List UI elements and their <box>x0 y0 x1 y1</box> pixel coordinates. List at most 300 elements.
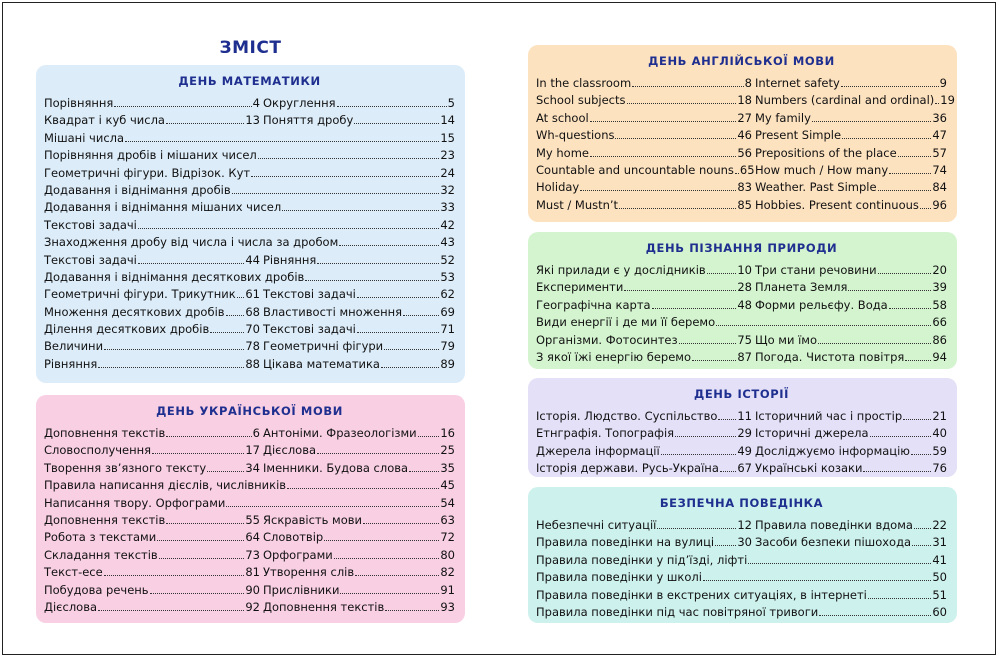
toc-entry[interactable] <box>755 197 947 214</box>
toc-entry-page: 59 <box>932 443 947 458</box>
toc-entry[interactable] <box>44 564 260 581</box>
toc-entry-page: 15 <box>440 130 455 145</box>
toc-entry[interactable] <box>263 95 455 112</box>
toc-entry-title: Поняття дробу <box>263 113 354 128</box>
toc-entry-page: 85 <box>737 197 752 212</box>
toc-entry-page: 39 <box>932 280 947 295</box>
toc-entry[interactable] <box>44 252 260 269</box>
toc-entry[interactable] <box>536 408 752 425</box>
toc-entry[interactable] <box>44 425 260 442</box>
toc-entry-page: 27 <box>737 110 752 125</box>
toc-entry-page: 13 <box>245 113 260 128</box>
toc-entry-page: 88 <box>245 356 260 371</box>
toc-row <box>44 165 455 182</box>
toc-entry[interactable] <box>263 304 455 321</box>
toc-entry-page: 4 <box>252 96 260 110</box>
toc-entry-title: At school <box>536 110 589 125</box>
toc-entry[interactable] <box>536 75 752 92</box>
toc-row <box>44 217 455 234</box>
toc-entry-title: Правила написання дієслів, числівників <box>44 478 287 493</box>
toc-entry-page: 90 <box>245 582 260 597</box>
toc-entry-title: How much / How many <box>755 162 889 177</box>
toc-entry[interactable] <box>536 145 752 162</box>
dot-leader <box>418 425 440 437</box>
toc-row <box>44 425 455 442</box>
toc-entry-page: 40 <box>932 426 947 441</box>
dot-leader <box>384 338 439 350</box>
toc-entry[interactable] <box>263 564 455 581</box>
toc-entry-page: 69 <box>440 304 455 319</box>
toc-entry[interactable] <box>44 217 455 234</box>
dot-leader <box>692 349 736 361</box>
dot-leader <box>718 408 736 420</box>
toc-entry-title: Текстові задачі <box>44 252 137 267</box>
toc-entry[interactable] <box>263 112 455 129</box>
toc-entry[interactable] <box>755 145 947 162</box>
dot-leader <box>632 75 744 87</box>
toc-row <box>44 477 455 494</box>
toc-entry-title: Історичні джерела <box>755 426 869 441</box>
toc-entry[interactable] <box>536 517 752 534</box>
dot-leader <box>878 262 932 274</box>
dot-leader <box>226 304 245 316</box>
dot-leader <box>210 321 244 333</box>
toc-entry[interactable] <box>536 92 752 109</box>
toc-entry-title: Геометричні фігури. Трикутник <box>44 287 236 302</box>
section-english <box>528 45 957 222</box>
toc-entry[interactable] <box>44 147 455 164</box>
dot-leader <box>652 297 737 309</box>
toc-entry-title: Ділення десяткових дробів <box>44 322 210 337</box>
toc-entry-page: 19 <box>940 93 955 108</box>
toc-entry-page: 5 <box>447 96 455 110</box>
dot-leader <box>258 147 440 159</box>
dot-leader <box>355 564 439 576</box>
toc-entry-page: 21 <box>932 409 947 423</box>
section-safety <box>528 487 957 623</box>
toc-entry[interactable] <box>44 269 455 286</box>
toc-entry[interactable] <box>536 314 947 331</box>
toc-entry[interactable] <box>44 442 260 459</box>
toc-entry[interactable] <box>536 349 752 366</box>
dot-leader <box>707 262 737 274</box>
toc-entry-page: 14 <box>440 113 455 128</box>
toc-entry[interactable] <box>263 512 455 529</box>
toc-entry-page: 12 <box>737 518 752 532</box>
toc-entry-title: Знаходження дробу від числа і числа за дробом <box>44 235 339 250</box>
toc-entry-title: Present Simple <box>755 128 842 143</box>
toc-entry-page: 73 <box>245 547 260 562</box>
dot-leader <box>679 332 737 344</box>
dot-leader <box>340 582 439 594</box>
dot-leader <box>166 512 244 524</box>
toc-row <box>536 587 947 604</box>
toc-entry-page: 17 <box>245 443 260 458</box>
toc-entry[interactable] <box>755 425 947 442</box>
toc-entry[interactable] <box>536 297 752 314</box>
toc-row <box>44 304 455 321</box>
dot-leader <box>104 338 244 350</box>
toc-entry[interactable] <box>44 599 260 616</box>
section-title: ДЕНЬ УКРАЇНСЬКОЇ МОВИ <box>156 404 343 418</box>
toc-entry-page: 76 <box>932 461 947 476</box>
toc-entry-title: Доповнення текстів <box>263 599 385 614</box>
toc-entry[interactable] <box>44 199 455 216</box>
toc-entry[interactable] <box>263 529 455 546</box>
toc-entry-title: Must / Mustn’t <box>536 197 619 212</box>
toc-entry-page: 75 <box>737 332 752 347</box>
toc-entry[interactable] <box>263 547 455 564</box>
dot-leader <box>819 604 931 616</box>
toc-entry-title: Складання текстів <box>44 547 158 562</box>
toc-entry-title: Цікава математика <box>263 356 380 371</box>
section-history <box>528 378 957 477</box>
toc-entry[interactable] <box>755 75 947 92</box>
toc-entry[interactable] <box>536 332 752 349</box>
dot-leader <box>152 442 244 454</box>
toc-entry-title: Wh-questions <box>536 128 615 143</box>
section-title: БЕЗПЕЧНА ПОВЕДІНКА <box>659 496 824 510</box>
toc-entry-page: 81 <box>245 565 260 580</box>
toc-entry[interactable] <box>263 321 455 338</box>
toc-entry-title: My home <box>536 145 589 160</box>
dot-leader <box>237 286 245 298</box>
toc-entry[interactable] <box>755 349 947 366</box>
toc-row <box>536 443 947 460</box>
toc-entry[interactable] <box>536 279 752 296</box>
toc-entry-page: 94 <box>932 349 947 364</box>
toc-row <box>44 529 455 546</box>
toc-entry-title: In the classroom <box>536 76 632 90</box>
toc-row <box>44 182 455 199</box>
toc-entry[interactable] <box>536 569 947 586</box>
dot-leader <box>337 95 447 107</box>
dot-leader <box>661 443 737 455</box>
toc-entry-title: Дієслова <box>44 599 98 614</box>
toc-entry[interactable] <box>263 442 455 459</box>
toc-entry-page: 87 <box>737 349 752 364</box>
toc-entry-title: Яскравість мови <box>263 512 362 527</box>
dot-leader <box>715 534 736 546</box>
toc-row <box>536 569 947 586</box>
dot-leader <box>818 332 931 344</box>
toc-entry[interactable] <box>263 582 455 599</box>
toc-entry-page: 61 <box>245 287 260 302</box>
toc-list <box>44 425 455 616</box>
toc-entry-page: 28 <box>737 280 752 295</box>
toc-entry-page: 56 <box>737 145 752 160</box>
toc-entry[interactable] <box>263 252 455 269</box>
dot-leader <box>334 547 440 559</box>
toc-entry[interactable] <box>44 182 455 199</box>
toc-entry[interactable] <box>263 338 455 355</box>
toc-entry[interactable] <box>44 95 260 112</box>
toc-entry[interactable] <box>536 460 752 477</box>
dot-leader <box>720 460 736 472</box>
toc-entry[interactable] <box>755 127 947 144</box>
toc-entry-page: 80 <box>440 547 455 562</box>
toc-entry-page: 45 <box>440 478 455 493</box>
toc-entry[interactable] <box>536 425 752 442</box>
toc-entry-page: 25 <box>440 443 455 458</box>
toc-entry-title: Побудова речень <box>44 582 149 597</box>
toc-entry-title: Numbers (cardinal and ordinal) <box>755 93 935 108</box>
dot-leader <box>232 182 440 194</box>
toc-entry-title: Утворення слів <box>263 565 355 580</box>
toc-entry-title: Властивості множення <box>263 304 403 319</box>
toc-entry[interactable] <box>44 112 260 129</box>
dot-leader <box>104 564 245 576</box>
toc-entry[interactable] <box>44 234 455 251</box>
dot-leader <box>282 199 439 211</box>
toc-entry[interactable] <box>755 110 947 127</box>
toc-row <box>44 112 455 129</box>
dot-leader <box>226 495 439 507</box>
toc-entry-title: Величини <box>44 339 104 354</box>
toc-list <box>44 95 455 373</box>
toc-entry-title: Орфограми <box>263 547 333 562</box>
toc-entry-page: 65 <box>739 162 755 177</box>
dot-leader <box>870 425 932 437</box>
toc-entry[interactable] <box>536 197 752 214</box>
toc-entry-page: 66 <box>932 315 947 330</box>
toc-entry[interactable] <box>755 262 947 279</box>
dot-leader <box>863 460 931 472</box>
toc-entry-title: Правила поведінки під час повітряної тривоги <box>536 604 819 619</box>
dot-leader <box>889 297 932 309</box>
toc-entry[interactable] <box>536 534 752 551</box>
toc-entry-title: Етнграфія. Топографія <box>536 426 675 441</box>
dot-leader <box>114 95 251 107</box>
toc-entry[interactable] <box>755 279 947 296</box>
toc-row <box>44 564 455 581</box>
toc-entry-page: 41 <box>932 552 947 567</box>
toc-entry-page: 42 <box>440 217 455 232</box>
toc-entry-title: Українські козаки <box>755 461 863 476</box>
toc-entry-page: 33 <box>440 200 455 215</box>
toc-entry-page: 63 <box>440 512 455 527</box>
toc-entry-page: 8 <box>744 76 752 90</box>
toc-entry[interactable] <box>536 110 752 127</box>
toc-entry-page: 55 <box>245 512 260 527</box>
toc-row <box>44 356 455 373</box>
toc-entry[interactable] <box>44 582 260 599</box>
toc-entry[interactable] <box>44 304 260 321</box>
toc-entry-title: Планета Земля <box>755 280 848 295</box>
toc-entry[interactable] <box>44 529 260 546</box>
toc-entry-page: 50 <box>932 570 947 585</box>
toc-entry-page: 71 <box>440 322 455 337</box>
toc-entry[interactable] <box>536 179 752 196</box>
toc-entry-page: 53 <box>440 269 455 284</box>
toc-entry[interactable] <box>536 262 752 279</box>
toc-entry-title: Додавання і віднімання мішаних чисел <box>44 200 282 215</box>
toc-entry-page: 52 <box>440 252 455 267</box>
toc-list <box>536 517 947 621</box>
dot-leader <box>627 92 737 104</box>
toc-entry-title: Countable and uncountable nouns <box>536 162 734 177</box>
toc-entry-title: Рівняння <box>263 252 317 267</box>
toc-entry-page: 83 <box>737 180 752 195</box>
toc-entry-title: Доповнення текстів <box>44 512 166 527</box>
toc-entry-page: 35 <box>440 460 455 475</box>
toc-entry[interactable] <box>755 332 947 349</box>
toc-entry[interactable] <box>44 321 260 338</box>
toc-entry-title: Форми рельєфу. Вода <box>755 297 888 312</box>
toc-entry-title: Правила поведінки у під’їзді, ліфті <box>536 552 748 567</box>
toc-entry[interactable] <box>536 552 947 569</box>
toc-entry[interactable] <box>263 356 455 373</box>
toc-entry-page: 86 <box>932 332 947 347</box>
toc-entry-page: 32 <box>440 182 455 197</box>
toc-entry[interactable] <box>536 587 947 604</box>
dot-leader <box>898 145 932 157</box>
toc-list <box>536 75 955 214</box>
toc-entry-page: 58 <box>932 297 947 312</box>
toc-entry[interactable] <box>263 460 455 477</box>
toc-entry[interactable] <box>755 534 947 551</box>
toc-row <box>536 162 947 179</box>
toc-entry[interactable] <box>44 495 455 512</box>
toc-entry[interactable] <box>44 460 260 477</box>
toc-entry-title: Додавання і віднімання дробів <box>44 182 231 197</box>
toc-entry[interactable] <box>536 604 947 621</box>
toc-row <box>536 110 947 127</box>
toc-entry-title: Небезпечні ситуації <box>536 518 657 532</box>
toc-entry[interactable] <box>44 130 455 147</box>
toc-entry-title: Іменники. Будова слова <box>263 460 409 475</box>
section-title: ДЕНЬ ПІЗНАННЯ ПРИРОДИ <box>645 241 838 255</box>
toc-entry[interactable] <box>44 165 455 182</box>
toc-entry[interactable] <box>755 408 947 425</box>
toc-entry-title: Правила поведінки в екстрених ситуаціях, в інтернеті <box>536 587 867 602</box>
dot-leader <box>920 197 931 209</box>
page-title: ЗМІСТ <box>219 38 282 58</box>
toc-entry-page: 36 <box>932 110 947 125</box>
toc-entry-title: My family <box>755 110 811 125</box>
section-title: ДЕНЬ АНГЛІЙСЬКОЇ МОВИ <box>648 54 835 68</box>
dot-leader <box>317 442 439 454</box>
toc-row <box>44 95 455 112</box>
toc-entry-page: 51 <box>932 587 947 602</box>
toc-entry-title: Експерименти <box>536 280 624 295</box>
toc-entry-title: Текстові задачі <box>263 287 356 302</box>
toc-row <box>536 332 947 349</box>
toc-entry[interactable] <box>44 477 455 494</box>
dot-leader <box>339 234 439 246</box>
toc-entry-title: Додавання і віднімання десяткових дробів <box>44 269 305 284</box>
toc-entry[interactable] <box>755 460 947 477</box>
dot-leader <box>615 127 736 139</box>
dot-leader <box>317 252 439 264</box>
toc-entry[interactable] <box>44 338 260 355</box>
toc-row <box>536 349 947 366</box>
toc-entry-page: 16 <box>440 426 455 440</box>
toc-entry-page: 70 <box>245 322 260 337</box>
dot-leader <box>716 314 931 326</box>
toc-row <box>536 127 947 144</box>
toc-entry-title: Prepositions of the place <box>755 145 897 160</box>
toc-entry[interactable] <box>263 599 455 616</box>
toc-entry-title: Словосполучення <box>44 443 152 458</box>
toc-entry-title: School subjects <box>536 93 626 108</box>
toc-entry-page: 68 <box>245 304 260 319</box>
dot-leader <box>841 75 939 87</box>
toc-entry-page: 10 <box>737 263 752 277</box>
toc-entry-page: 11 <box>737 409 752 423</box>
toc-row <box>536 297 947 314</box>
toc-entry-title: Текст-есе <box>44 565 103 580</box>
dot-leader <box>935 92 939 104</box>
section-ukrainian <box>36 395 465 623</box>
toc-entry[interactable] <box>263 286 455 303</box>
toc-entry-title: Робота з текстами <box>44 530 157 545</box>
dot-leader <box>381 356 439 368</box>
dot-leader <box>409 460 439 472</box>
toc-entry[interactable] <box>755 297 947 314</box>
toc-entry[interactable] <box>44 286 260 303</box>
toc-row <box>536 179 947 196</box>
toc-entry[interactable] <box>755 162 947 179</box>
dot-leader <box>905 349 931 361</box>
dot-leader <box>848 279 931 291</box>
toc-entry-page: 57 <box>932 145 947 160</box>
toc-entry-title: Три стани речовини <box>755 263 877 277</box>
toc-entry-page: 60 <box>932 604 947 619</box>
toc-entry-title: Історія держави. Русь-Україна <box>536 461 719 476</box>
toc-entry[interactable] <box>44 547 260 564</box>
toc-entry-title: Які прилади є у дослідників <box>536 263 706 277</box>
toc-entry[interactable] <box>263 425 455 442</box>
toc-entry-page: 46 <box>737 128 752 143</box>
toc-row <box>44 512 455 529</box>
toc-entry-page: 89 <box>440 356 455 371</box>
toc-entry-title: Доповнення текстів <box>44 426 166 440</box>
toc-entry[interactable] <box>755 92 955 109</box>
toc-entry[interactable] <box>44 356 260 373</box>
toc-entry-title: Рівняння <box>44 356 98 371</box>
dot-leader <box>363 512 439 524</box>
toc-entry-page: 6 <box>252 426 260 440</box>
dot-leader <box>251 165 439 177</box>
section-math <box>36 65 465 383</box>
toc-entry-title: Правила поведінки на вулиці <box>536 535 715 550</box>
toc-entry[interactable] <box>755 179 947 196</box>
toc-entry-title: Holiday <box>536 180 580 195</box>
dot-leader <box>911 443 931 455</box>
toc-entry[interactable] <box>755 517 947 534</box>
toc-entry-title: Творення зв’язного тексту <box>44 460 207 475</box>
toc-entry-page: 9 <box>939 76 947 90</box>
toc-entry[interactable] <box>536 162 755 179</box>
toc-list <box>536 408 947 478</box>
toc-row <box>536 145 947 162</box>
toc-entry-page: 79 <box>440 339 455 354</box>
toc-row <box>536 314 947 331</box>
toc-entry-page: 30 <box>737 535 752 550</box>
toc-entry-title: Правила поведінки вдома <box>755 518 913 532</box>
toc-row <box>536 517 947 534</box>
toc-entry[interactable] <box>755 443 947 460</box>
dot-leader <box>868 587 931 599</box>
toc-row <box>536 75 947 92</box>
dot-leader <box>138 217 439 229</box>
toc-entry[interactable] <box>536 127 752 144</box>
dot-leader <box>324 529 439 541</box>
toc-entry[interactable] <box>44 512 260 529</box>
toc-entry[interactable] <box>536 443 752 460</box>
toc-entry-page: 20 <box>932 263 947 277</box>
